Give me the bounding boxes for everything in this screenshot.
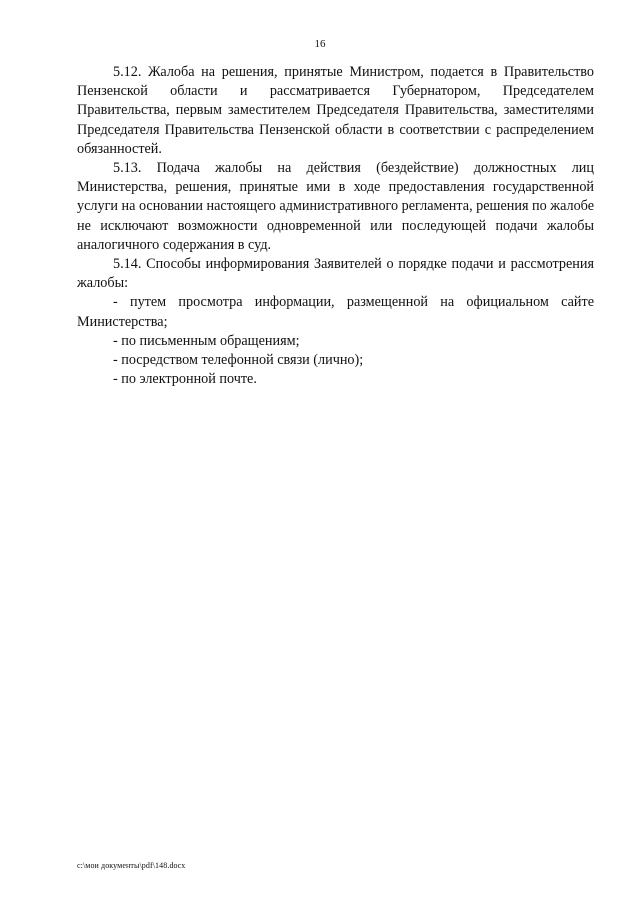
paragraph-5-12: 5.12. Жалоба на решения, принятые Министром, подается в Правительство Пензенской области и рассматривается Губернатором, Председателем Правительства, первым заместителем Председателя Правительства, заместителями Председателя Правительства Пензенской области в соответствии с распределением обязанностей. [77, 64, 594, 157]
footer-file-path: c:\мои документы\pdf\148.docx [77, 861, 186, 870]
list-item-website: - путем просмотра информации, размещенной на официальном сайте Министерства; [77, 294, 594, 330]
paragraph-5-13: 5.13. Подача жалобы на действия (бездействие) должностных лиц Министерства, решения, принятые ими в ходе предоставления государственной услуги на основании настоящего административного регламента, решения по жалобе не исключают возможности одновременной или последующей подачи жалобы аналогичного содержания в суд. [77, 160, 594, 253]
list-item-telephone: - посредством телефонной связи (лично); [113, 352, 364, 369]
document-body [77, 63, 594, 389]
paragraph-5-14: 5.14. Способы информирования Заявителей о порядке подачи и рассмотрения жалобы: [77, 256, 594, 292]
list-item-email: - по электронной почте. [113, 371, 257, 388]
list-item-written-requests: - по письменным обращениям; [113, 332, 300, 349]
page-number: 16 [314, 38, 326, 50]
